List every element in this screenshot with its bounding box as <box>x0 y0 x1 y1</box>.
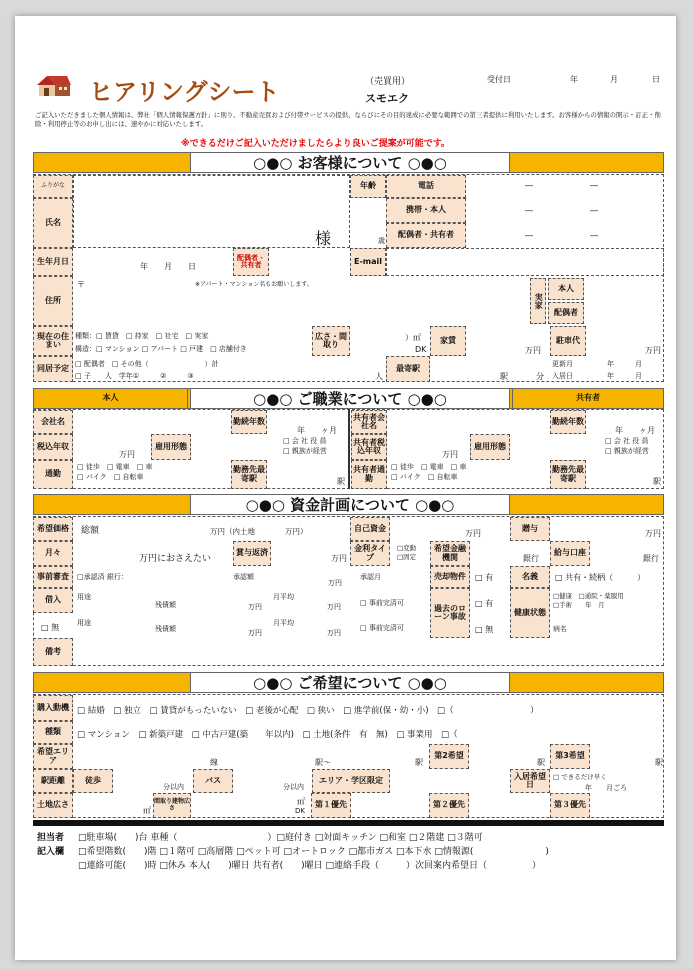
sheet-title: ヒアリングシート <box>89 78 280 106</box>
notice-text: ※できるだけご記入いただけましたらより良いご提案が可能です。 <box>181 139 451 149</box>
section-customer-title: ○●○ お客様について ○●○ <box>190 152 510 173</box>
email-label: E-mail <box>350 248 386 276</box>
age-label: 年齢 <box>350 175 386 198</box>
area-label: 広さ・間取り <box>312 326 350 356</box>
furigana-label: ふりがな <box>33 175 73 198</box>
rent-label: 家賃 <box>430 326 466 356</box>
section-wish-title: ○●○ ご希望について ○●○ <box>190 672 510 693</box>
station-label: 最寄駅 <box>386 356 430 382</box>
email-input[interactable] <box>386 248 664 276</box>
current-home-label: 現在の住まい <box>33 326 73 356</box>
birth-label: 生年月日 <box>33 248 73 276</box>
address-label: 住所 <box>33 276 73 326</box>
date-label: 受付日 <box>487 75 511 84</box>
privacy-text: ご記入いただきました個人情報は、弊社「個人情報保護方針」に則り、不動産売買および付帯サービスの提供、ならびにその目的達成に必要な範囲での第三者提供に利用いたします。お客様からの情報の開示・訂正・削除・利用停止等のお申し出には、速やかに対応いたします。 <box>35 111 661 128</box>
employ-opts-owner: □ 会 社 役 員 □ 親族が経営 <box>605 437 649 455</box>
section-job-title: ○●○ ご職業について ○●○ <box>190 388 510 409</box>
footer-divider <box>33 820 664 826</box>
sheet-type: （売買用） <box>365 77 411 87</box>
name-input[interactable] <box>73 175 350 248</box>
employ-opts: □ 会 社 役 員 □ 親族が経営 <box>283 437 327 455</box>
company-name: スモエク <box>365 92 409 105</box>
cohab-label: 同居予定 <box>33 356 73 382</box>
section-finance-title: ○●○ 資金計画について ○●○ <box>190 494 510 515</box>
hearing-sheet: ヒアリングシート （売買用） スモエク 受付日 年 月 日 ご記入いただきました個人情報は、弊社「個人情報保護方針」に則り、不動産売買および付帯サービスの提供、ならびにその目的達成に必要な範囲での第三者提供に利用いたします。お客様からの情報の開示・訂正・削除・利用停止等のお申し出には、速やかに対応いたします。 ※できるだけご記入いただけましたらより良いご提案が可能です。 ○●○ お客様について ○●○ ふりがな 氏名 様 歳 年齢 電話 携帯・本人 配偶者・共有者 ― ― ― ― ― ― 生年月日 年 月 日 配偶者・共有者 E-mail 住所 〒 ※アパート・マンション名もお願いします。 実家 本人 配偶者 現在の住まい 種類：□ 賃貸 □ 持家 □ 社宅 □ 実家 構造：□ マンション □ アパート □ 戸建 □ 店舗付き 広さ・間取り ）㎡ DK 家賃 万円 駐車代 万円 同居予定 □ 配偶者 □ その他（ ）計 □ 子 人 学年① ② ③ 人 最寄駅 駅 分 更新月 入居日 年 月 年 月 本人 ○●○ ご職業について ○●○ 共有者 会社名 勤続年数 年 ヶ月 共有者会社名 勤続年数 年 ヶ月 税込年収 万円 雇用形態 □ 会 社 役 員 □ 親族が経営 共有者税込年収 万円 雇用形態 □ 会 社 役 員 □ 親族が経営 通勤 □ 徒歩 □ 電車 □ 車 □ バイク □ 自転車 勤務先最寄駅 駅 共有者通勤 □ 徒歩 □ 電車 □ 車 □ バイク □ 自転車 勤務先最寄駅 駅 ○●○ 資金計画について ○●○ 希望価格 総額 万円（内土地 万円） 自己資金 万円 贈与 万円 月々 万円におさえたい 賞与返済 万円 金利タイプ □変動 □固定 希望金融機関 銀行 給与口座 銀行 事前審査 □承認済 銀行： 承認額 万円 承認月 売却物件 □ 有 名義 □ 共有・続柄（ ） 借入 用途 残債額 万円 月平均 万円 □ 事前完済可 □ 無 用途 残債額 万円 月平均 万円 □ 事前完済可 過去のローン事故 □ 有 □ 無 健康状態 □健康 □通院・薬服用 □手術 年 月 病名 備考 ○●○ ご希望について ○●○ 購入動機 □ 結婚 □ 独立 □ 賃貸がもったいない □ 老後が心配 □ 狭い □ 進学前(保・幼・小) □（ ） 種類 □ マンション □ 新築戸建 □ 中古戸建(築 年以内) □ 土地(条件 有 無) □ 事業用 □（ 希望エリア 線 駅〜 駅 第2希望 駅 第3希望 駅 駅距離 徒歩 分以内 バス 分以内 エリア・学区限定 入居希望日 □ できるだけ早く 年 月ごろ 土地広さ ㎡ 間取り建物広さ ㎡ DK 第１優先 第２優先 第３優先 担当者 記入欄 □駐車場( )台 車種（ ）□庭付き □対面キッチン □和室 □２階建 □３階可 □希望階数( )階 □１階可 □高層階 □ペット可 □オートロック □都市ガス □本下水 □情報源( ) □連絡可能( )時 □休み 本人( )曜日 共有者( )曜日 □連絡手段（ ）次回案内希望日（ ） <box>15 16 676 960</box>
parking-label: 駐車代 <box>550 326 586 356</box>
house-logo <box>35 74 73 98</box>
parents-home-label: 実家 <box>530 278 546 324</box>
mobile-label: 携帯・本人 <box>386 198 466 223</box>
tel-label: 電話 <box>386 175 466 198</box>
spouse-owner-label: 配偶者・共有者 <box>233 248 269 276</box>
spouse-tel-label: 配偶者・共有者 <box>386 223 466 248</box>
name-label: 氏名 <box>33 198 73 248</box>
